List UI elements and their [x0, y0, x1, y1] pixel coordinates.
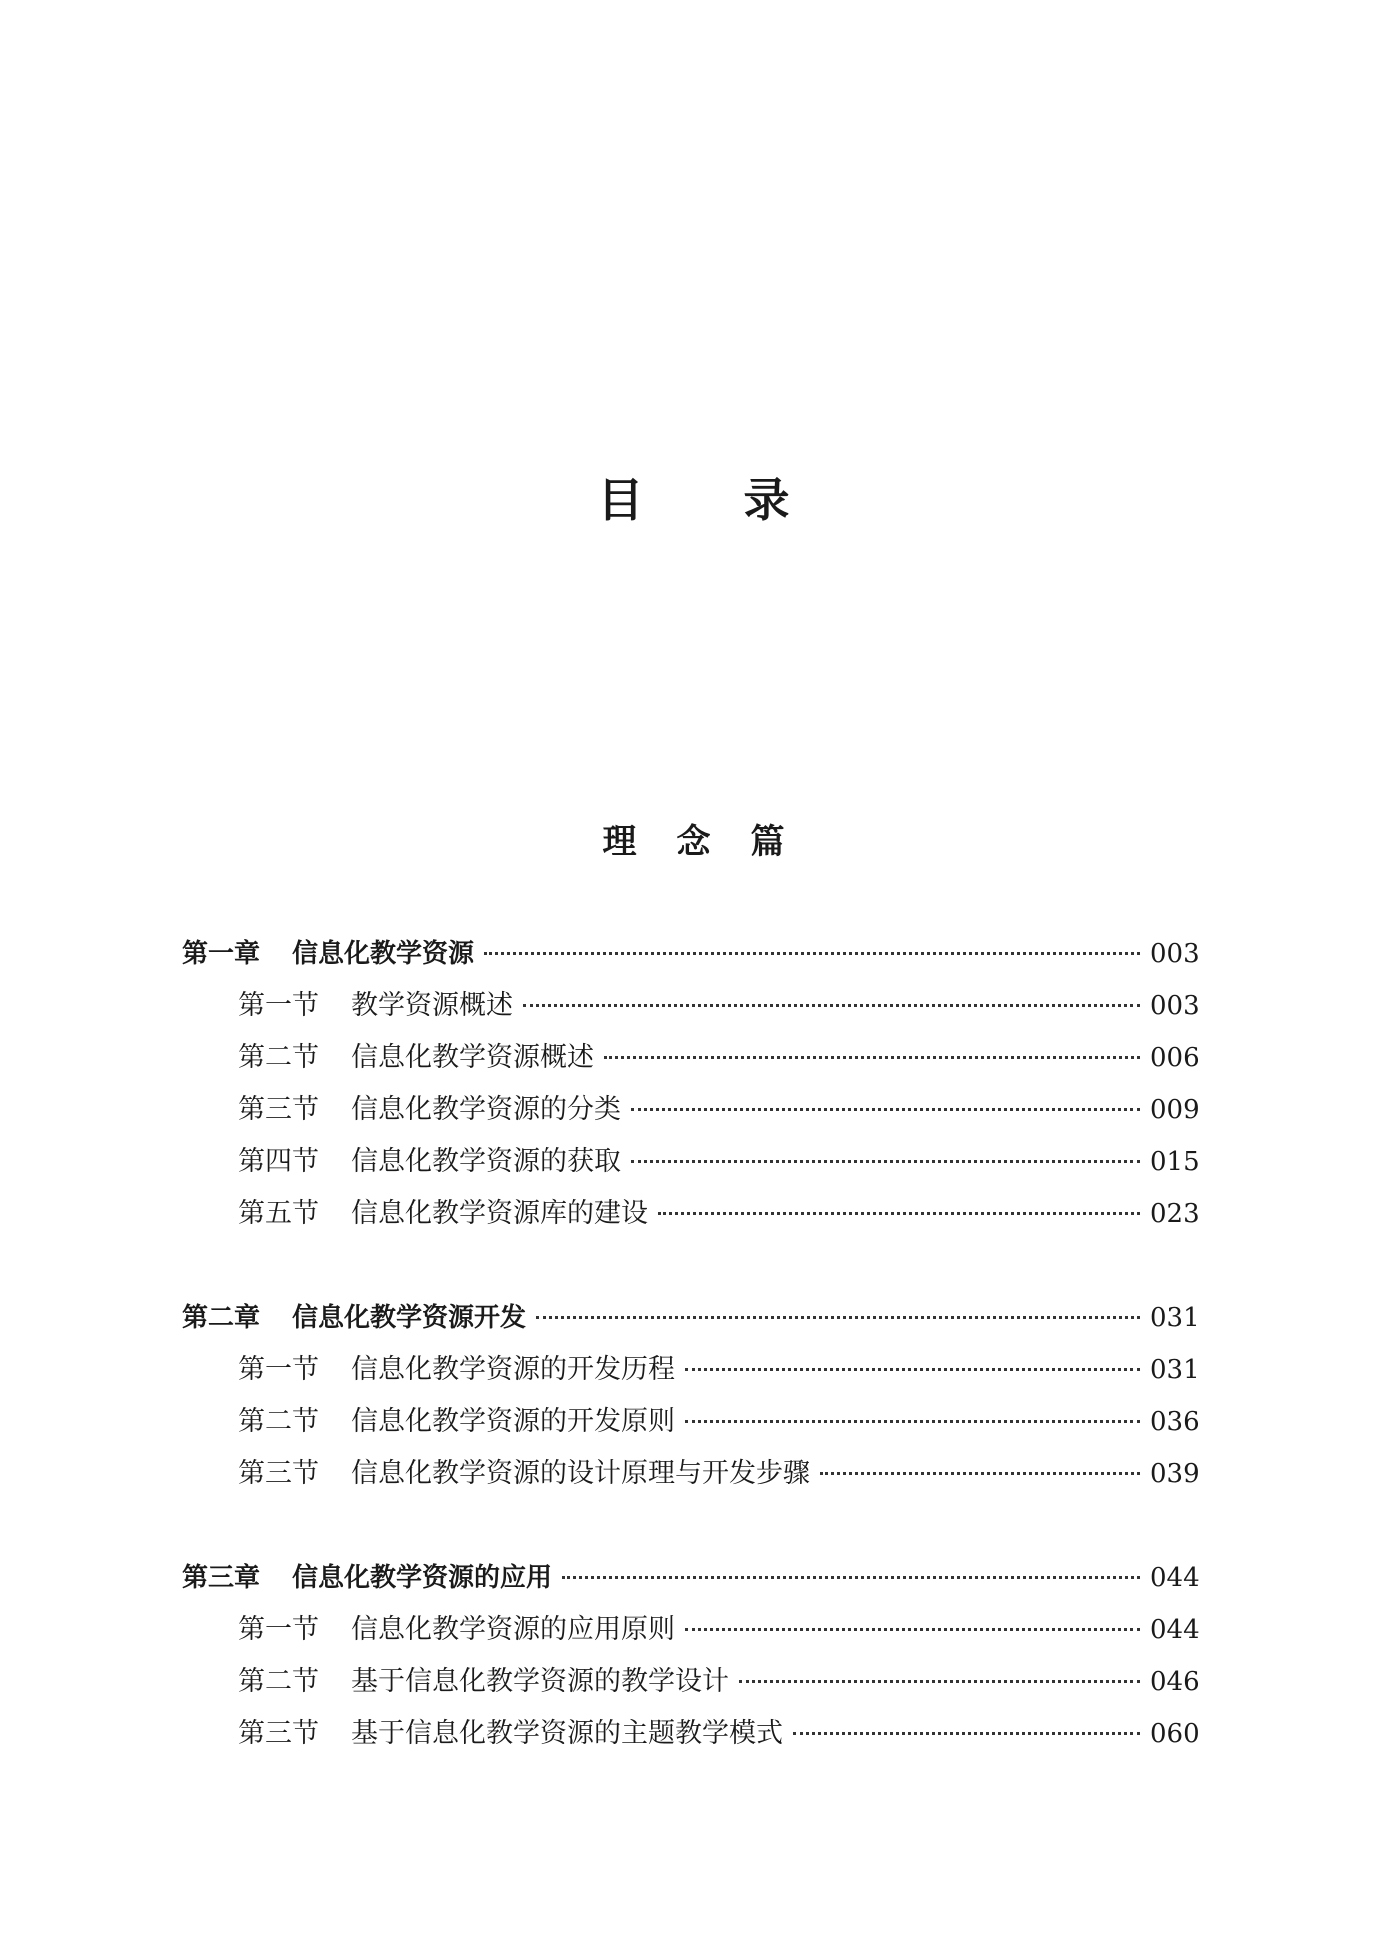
section-title: 信息化教学资源的获取 — [351, 1146, 621, 1177]
section-title: 信息化教学资源的设计原理与开发步骤 — [351, 1458, 810, 1489]
toc-section-entry[interactable] — [182, 1032, 1198, 1084]
section-title: 基于信息化教学资源的教学设计 — [351, 1666, 729, 1697]
dot-leader — [820, 1472, 1140, 1475]
dot-leader — [685, 1628, 1140, 1631]
toc-section-entry[interactable] — [182, 1656, 1198, 1708]
toc-section-entry[interactable] — [182, 1136, 1198, 1188]
section-number: 第三节 — [238, 1458, 319, 1489]
toc-section-entry[interactable] — [182, 1396, 1198, 1448]
chapter-number: 第二章 — [182, 1303, 261, 1333]
toc-chapter-entry[interactable] — [182, 1552, 1198, 1604]
toc-chapter-entry[interactable] — [182, 1292, 1198, 1344]
dot-leader — [685, 1368, 1140, 1371]
page-number: 044 — [1150, 1563, 1200, 1593]
section-number: 第三节 — [238, 1094, 319, 1125]
chapter-title: 信息化教学资源开发 — [292, 1303, 527, 1333]
section-number: 第二节 — [238, 1042, 319, 1073]
page-number: 031 — [1150, 1355, 1200, 1385]
dot-leader — [536, 1316, 1140, 1319]
section-number: 第一节 — [238, 1614, 319, 1645]
toc-section-entry[interactable] — [182, 1708, 1198, 1760]
page-number: 015 — [1150, 1147, 1200, 1177]
dot-leader — [739, 1680, 1140, 1683]
page-number: 060 — [1150, 1719, 1200, 1749]
section-title: 信息化教学资源库的建设 — [351, 1198, 648, 1229]
page-number: 044 — [1150, 1615, 1200, 1645]
section-title: 教学资源概述 — [351, 990, 513, 1021]
dot-leader — [685, 1420, 1140, 1423]
chapter-3 — [182, 1552, 1198, 1760]
section-number: 第四节 — [238, 1146, 319, 1177]
page-number: 003 — [1150, 939, 1200, 969]
section-title: 信息化教学资源概述 — [351, 1042, 594, 1073]
page-number: 036 — [1150, 1407, 1200, 1437]
toc-section-entry[interactable] — [182, 1084, 1198, 1136]
chapter-number: 第一章 — [182, 939, 261, 969]
toc-section-entry[interactable] — [182, 1604, 1198, 1656]
section-number: 第一节 — [238, 990, 319, 1021]
toc-chapter-entry[interactable] — [182, 928, 1198, 980]
section-number: 第三节 — [238, 1718, 319, 1749]
section-number: 第二节 — [238, 1406, 319, 1437]
page-number: 003 — [1150, 991, 1200, 1021]
page-title: 目录 — [597, 473, 890, 527]
section-number: 第一节 — [238, 1354, 319, 1385]
dot-leader — [658, 1212, 1140, 1215]
page-number: 031 — [1150, 1303, 1200, 1333]
page-number: 023 — [1150, 1199, 1200, 1229]
toc-section-entry[interactable] — [182, 980, 1198, 1032]
chapter-title: 信息化教学资源的应用 — [292, 1563, 553, 1593]
section-title: 信息化教学资源的开发原则 — [351, 1406, 675, 1437]
dot-leader — [631, 1160, 1140, 1163]
toc-section-entry[interactable] — [182, 1448, 1198, 1500]
toc-section-entry[interactable] — [182, 1188, 1198, 1240]
dot-leader — [523, 1004, 1140, 1007]
page-number: 009 — [1150, 1095, 1200, 1125]
dot-leader — [631, 1108, 1140, 1111]
dot-leader — [793, 1732, 1140, 1735]
section-title: 基于信息化教学资源的主题教学模式 — [351, 1718, 783, 1749]
part-title: 理念篇 — [602, 822, 825, 862]
section-title: 信息化教学资源的分类 — [351, 1094, 621, 1125]
page-number: 039 — [1150, 1459, 1200, 1489]
section-number: 第二节 — [238, 1666, 319, 1697]
chapter-1 — [182, 928, 1198, 1240]
section-title: 信息化教学资源的应用原则 — [351, 1614, 675, 1645]
dot-leader — [604, 1056, 1140, 1059]
chapter-number: 第三章 — [182, 1563, 261, 1593]
toc-section-entry[interactable] — [182, 1344, 1198, 1396]
dot-leader — [484, 952, 1140, 955]
page-number: 046 — [1150, 1667, 1200, 1697]
section-title: 信息化教学资源的开发历程 — [351, 1354, 675, 1385]
section-number: 第五节 — [238, 1198, 319, 1229]
table-of-contents — [182, 928, 1198, 1812]
chapter-title: 信息化教学资源 — [292, 939, 475, 969]
dot-leader — [562, 1576, 1140, 1579]
chapter-2 — [182, 1292, 1198, 1500]
page-number: 006 — [1150, 1043, 1200, 1073]
